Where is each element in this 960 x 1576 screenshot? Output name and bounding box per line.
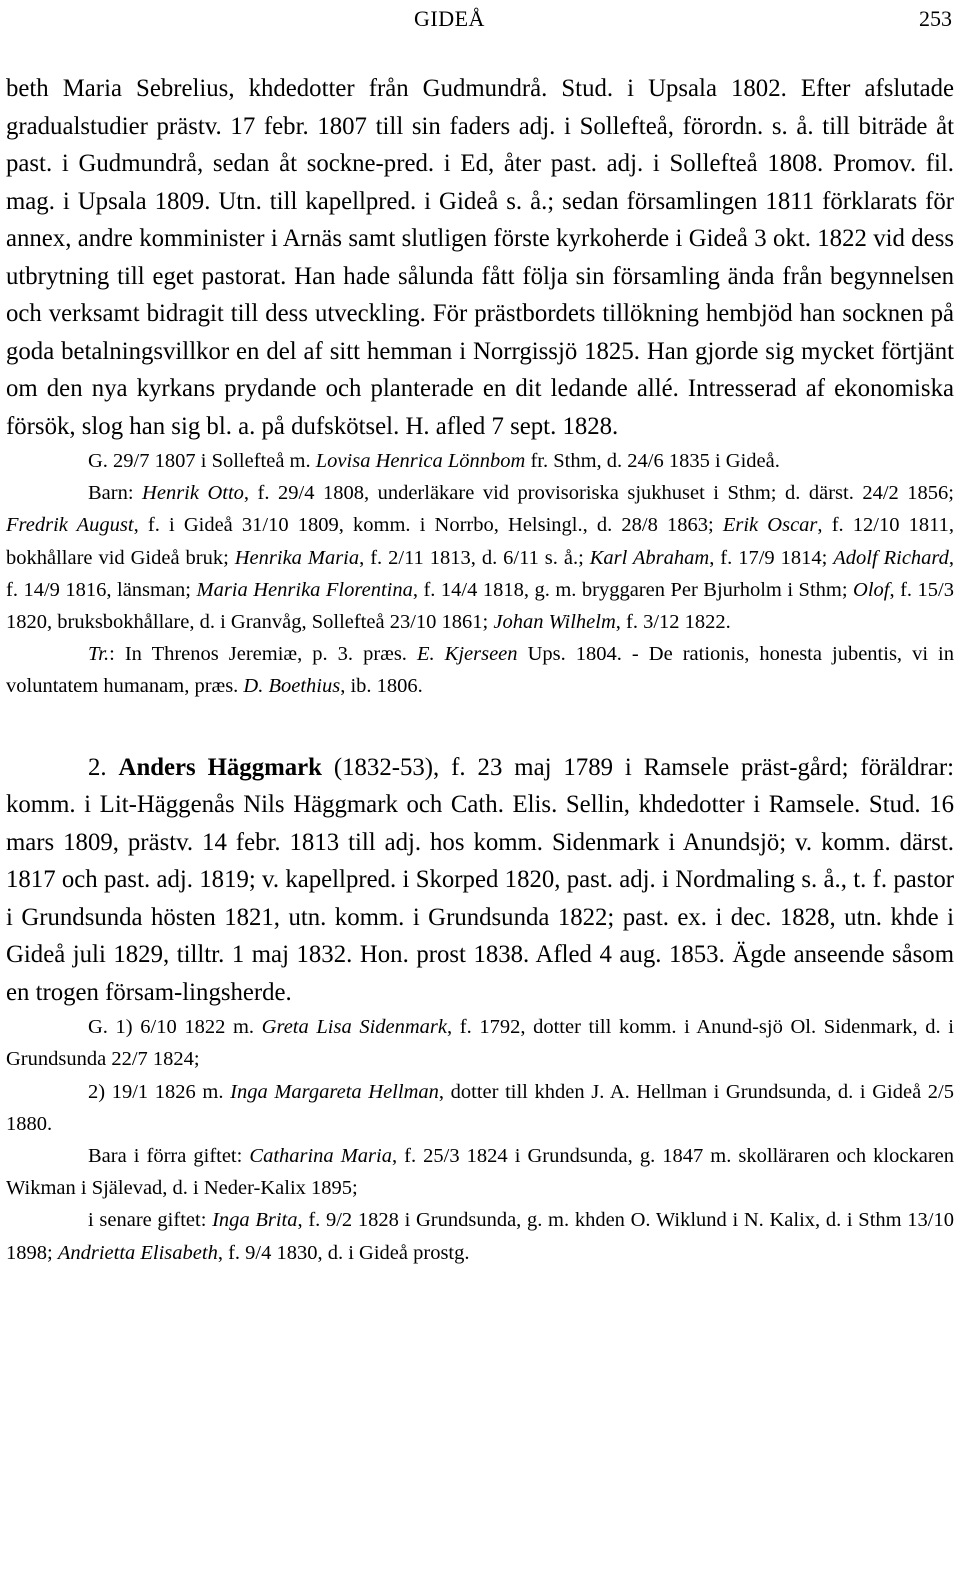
entry2-children-first-marriage — [6, 1140, 954, 1204]
italic-name: Catharina Maria — [249, 1144, 392, 1167]
italic-name: Erik Oscar — [722, 514, 818, 537]
text-run: , ib. 1806. — [340, 675, 423, 698]
text-run: , f. 29/4 1808, underläkare vid provisoriska sjukhuset i Sthm; d. därst. 24/2 1856; — [243, 482, 954, 505]
entry1-marriage — [6, 445, 954, 477]
italic-name: Maria Henrika Florentina — [196, 578, 413, 601]
italic-name: E. Kjerseen — [416, 643, 518, 666]
text-run: , f. 17/9 1814; — [709, 546, 834, 569]
italic-name: Greta Lisa Sidenmark — [261, 1016, 447, 1039]
page-number: 253 — [919, 6, 952, 31]
italic-name: Johan Wilhelm — [493, 611, 616, 634]
italic-name: Fredrik August — [6, 514, 134, 537]
text-run: fr. Sthm, d. 24/6 1835 i Gideå. — [525, 450, 780, 472]
text-run: Ups. 1804. - De rationis, honesta jubentis, vi in voluntatem humanam, præs. — [6, 643, 954, 698]
text-run: , f. 12/10 1811, bokhållare vid Gideå bruk; — [6, 514, 955, 569]
page-body — [6, 70, 954, 1269]
text-run: , f. 3/12 1822. — [615, 611, 731, 634]
italic-name: Henrik Otto — [142, 482, 244, 505]
entry2-biography — [6, 749, 954, 1012]
italic-name: Karl Abraham — [589, 546, 710, 569]
entry1-biography — [6, 70, 954, 445]
text-run: , f. 1792, dotter till komm. i Anund-sjö Ol. Sidenmark, d. i Grundsunda 22/7 1824; — [6, 1016, 954, 1071]
text-run: , f. 9/2 1828 i Grundsunda, g. m. khden O. Wiklund i N. Kalix, d. i Sthm 13/10 1898; — [6, 1209, 954, 1264]
text-run: beth Maria Sebrelius, khdedotter från Gudmundrå. Stud. i Upsala 1802. Efter afslutade gradualstudier prästv. 17 febr. 1807 till sin faders adj. i Sollefteå, förordn. s. å. till biträde åt past. i Gudmundrå, sedan åt sockne-pred. i Ed, åter past. adj. i Sollefteå 1808. Promov. fil. mag. i Upsala 1809. Utn. till kapellpred. i Gideå s. å.; sedan församlingen 1811 förklarats för annex, andre komminister i Arnäs samt slutligen förste kyrkoherde i Gideå 3 okt. 1822 vid dess utbrytning till eget pastorat. Han hade sålunda fått följa sin församling ända från begynnelsen och verksamt bidragit till dess utveckling. För prästbordets tillökning hembjöd han socknen på goda betalningsvillkor en del af sitt hemman i Norrgissjö 1825. Han gjorde sig mycket förtjänt om den nya kyrkans prydande och planterade en dit ledande allé. Intresserad af ekonomiska försök, slog han sig bl. a. på dufskötsel. H. afled 7 sept. 1828. — [6, 75, 954, 440]
italic-name: Olof — [853, 578, 890, 601]
text-run: , f. 25/3 1824 i Grundsunda, g. 1847 m. skolläraren och klockaren Wikman i Själevad, d. i Neder-Kalix 1895; — [6, 1144, 955, 1200]
italic-name: Andrietta Elisabeth — [57, 1241, 218, 1264]
text-run: G. 29/7 1807 i Sollefteå m. — [88, 450, 316, 472]
text-run: Barn: — [88, 482, 143, 505]
italic-name: Henrika Maria — [234, 546, 360, 569]
text-run: , f. 2/11 1813, d. 6/11 s. å.; — [359, 546, 590, 569]
text-run: Bara i förra giftet: — [88, 1144, 250, 1167]
entry1-writings — [6, 638, 954, 702]
page-header — [0, 0, 960, 40]
text-run: G. 1) 6/10 1822 m. — [88, 1016, 262, 1039]
italic-name: Adolf Richard — [833, 546, 949, 569]
entry1-children — [6, 477, 954, 638]
text-run: , f. 9/4 1830, d. i Gideå prostg. — [217, 1241, 470, 1264]
italic-name: Inga Brita — [212, 1209, 298, 1232]
entry2-marriage-1 — [6, 1011, 954, 1075]
italic-name: Tr. — [88, 643, 110, 666]
italic-name: Lovisa Henrica Lönnbom — [315, 450, 526, 472]
text-run: , f. 14/9 1816, länsman; — [6, 546, 955, 601]
text-run: 2) 19/1 1826 m. — [88, 1080, 231, 1103]
text-run: , f. i Gideå 31/10 1809, komm. i Norrbo, Helsingl., d. 28/8 1863; — [133, 514, 723, 537]
text-run: (1832-53), f. 23 maj 1789 i Ramsele präst-gård; föräldrar: komm. i Lit-Häggenås Nils Häggmark och Cath. Elis. Sellin, khdedotter i Ramsele. Stud. 16 mars 1809, prästv. 14 febr. 1813 till adj. hos komm. Sidenmark i Anundsjö; v. komm. därst. 1817 och past. adj. 1819; v. kapellpred. i Skorped 1820, past. adj. i Nordmaling s. å., t. f. pastor i Grundsunda hösten 1821, utn. komm. i Grundsunda 1822; past. ex. i dec. 1828, utn. khde i Gideå juli 1829, tilltr. 1 maj 1832. Hon. prost 1838. Afled 4 aug. 1853. Ägde anseende såsom en trogen försam-lingsherde. — [6, 753, 954, 1006]
text-run: : In Threnos Jeremiæ, p. 3. præs. — [109, 643, 417, 666]
text-run: i senare giftet: — [88, 1209, 213, 1232]
entry2-marriage-2 — [6, 1076, 954, 1140]
text-run: , f. 14/4 1818, g. m. bryggaren Per Bjurholm i Sthm; — [412, 578, 854, 601]
text-run: , f. 15/3 1820, bruksbokhållare, d. i Granvåg, Sollefteå 23/10 1861; — [6, 578, 954, 634]
entry2-children-second-marriage — [6, 1204, 954, 1268]
italic-name: D. Boethius — [243, 675, 341, 698]
entry-heading-name: Anders Häggmark — [118, 753, 322, 781]
italic-name: Inga Margareta Hellman — [230, 1080, 439, 1103]
running-title: GIDEÅ — [414, 6, 485, 31]
text-run: 2. — [88, 753, 119, 781]
text-run: , dotter till khden J. A. Hellman i Grundsunda, d. i Gideå 2/5 1880. — [6, 1080, 955, 1135]
